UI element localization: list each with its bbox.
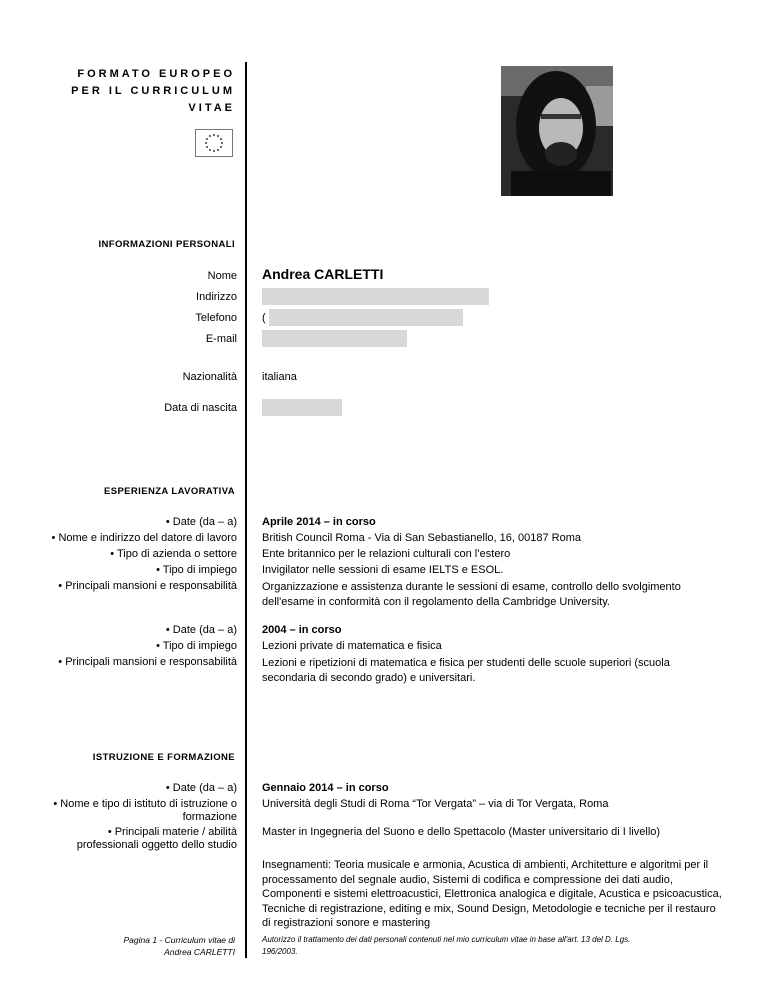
label-indirizzo: Indirizzo <box>196 291 237 303</box>
job1-employer: British Council Roma - Via di San Sebastianello, 16, 00187 Roma <box>262 532 581 544</box>
job1-date: Aprile 2014 – in corso <box>262 516 376 528</box>
footer-page-info <box>35 934 235 958</box>
value-telefono-prefix: ( <box>262 312 266 324</box>
footer-page-prefix: Pagina <box>123 935 150 945</box>
job2-date: 2004 – in corso <box>262 624 342 636</box>
job2-label-type: • Tipo di impiego <box>156 640 237 652</box>
section-title-experience: ESPERIENZA LAVORATIVA <box>103 486 235 497</box>
cv-header-line1: FORMATO EUROPEO <box>77 68 235 80</box>
column-divider <box>245 62 247 958</box>
edu-subjects: Insegnamenti: Teoria musicale e armonia, Acustica di ambienti, Architetture e algoritmi per il processamento del segnale audio, Sistemi di codifica e compressione dei dati audio, Componenti e sistemi elettroacustici, Elettronica analogica e digitale, Acustica e psicoacustica, Tecniche di registrazione, editing e mix, Sound Design, Metodologie e tecniche per il restauro di registrazioni sonore e mastering <box>262 859 722 929</box>
footer-page-name: Andrea CARLETTI <box>164 947 235 957</box>
redacted-email <box>262 330 407 347</box>
job1-duties: Organizzazione e assistenza durante le sessioni di esame, controllo dello svolgimento dell'esame in conformità con il regolamento della Cambridge University. <box>262 581 681 608</box>
job1-type: Invigilator nelle sessioni di esame IELTS e ESOL. <box>262 564 504 576</box>
profile-photo <box>501 66 613 196</box>
eu-flag-icon <box>195 129 233 157</box>
footer-privacy: Autorizzo il trattamento dei dati personali contenuti nel mio curriculum vitae in base all'art. 13 del D. Lgs. 196/2003. <box>262 935 631 956</box>
redacted-address <box>262 288 489 305</box>
value-nome: Andrea CARLETTI <box>262 266 384 282</box>
job2-label-duties: • Principali mansioni e responsabilità <box>58 656 237 668</box>
cv-header-line2: PER IL CURRICULUM <box>71 85 235 97</box>
cv-header-line3: VITAE <box>188 102 235 114</box>
job2-type: Lezioni private di matematica e fisica <box>262 640 442 652</box>
job2-duties: Lezioni e ripetizioni di matematica e fisica per studenti delle scuole superiori (scuola secondaria di secondo grado) e universitari. <box>262 657 670 684</box>
section-title-education: ISTRUZIONE E FORMAZIONE <box>92 752 235 763</box>
edu-institute: Università degli Studi di Roma “Tor Vergata” – via di Tor Vergata, Roma <box>262 798 609 810</box>
edu-label-institute: • Nome e tipo di istituto di istruzione o formazione <box>53 798 237 823</box>
job1-label-date: • Date (da – a) <box>165 516 237 528</box>
label-nazionalita: Nazionalità <box>182 371 237 383</box>
footer-page-number: 1 <box>152 935 158 945</box>
redacted-birthdate <box>262 399 342 416</box>
job1-label-employer: • Nome e indirizzo del datore di lavoro <box>51 532 237 544</box>
job1-label-type: • Tipo di impiego <box>156 564 237 576</box>
section-title-personal: INFORMAZIONI PERSONALI <box>98 239 235 250</box>
label-telefono: Telefono <box>195 312 237 324</box>
job1-label-duties: • Principali mansioni e responsabilità <box>58 580 237 592</box>
value-nazionalita: italiana <box>262 371 297 383</box>
job2-label-date: • Date (da – a) <box>165 624 237 636</box>
edu-date: Gennaio 2014 – in corso <box>262 782 389 794</box>
label-nascita: Data di nascita <box>164 402 237 414</box>
label-email: E-mail <box>205 333 237 345</box>
label-nome: Nome <box>207 270 237 282</box>
job1-sector: Ente britannico per le relazioni culturali con l’estero <box>262 548 511 560</box>
job1-label-sector: • Tipo di azienda o settore <box>110 548 237 560</box>
redacted-phone <box>269 309 463 326</box>
edu-master: Master in Ingegneria del Suono e dello Spettacolo (Master universitario di I livello) <box>262 826 661 838</box>
footer-page-suffix: - Curriculum vitae di <box>159 935 235 945</box>
edu-label-date: • Date (da – a) <box>165 782 237 794</box>
edu-label-subjects: • Principali materie / abilità professionali oggetto dello studio <box>76 826 237 851</box>
